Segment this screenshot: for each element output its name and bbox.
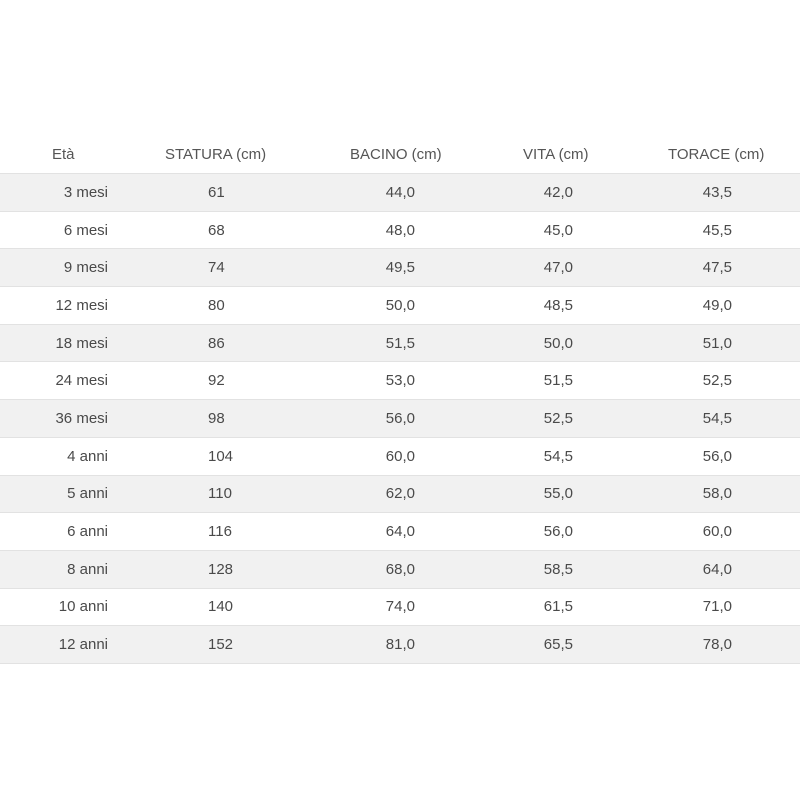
cell-eta: 9 mesi <box>63 259 108 277</box>
header-torace: TORACE (cm) <box>668 145 765 163</box>
cell-torace: 56,0 <box>702 447 732 465</box>
table-row <box>0 324 800 362</box>
cell-vita: 50,0 <box>543 334 573 352</box>
cell-vita: 65,5 <box>543 636 573 654</box>
header-bacino: BACINO (cm) <box>350 145 442 163</box>
cell-bacino: 44,0 <box>385 183 415 201</box>
cell-torace: 60,0 <box>702 523 732 541</box>
cell-vita: 58,5 <box>543 560 573 578</box>
cell-vita: 45,0 <box>543 221 573 239</box>
cell-statura: 104 <box>208 447 234 465</box>
cell-torace: 45,5 <box>702 221 732 239</box>
cell-eta: 5 anni <box>67 485 108 503</box>
header-vita: VITA (cm) <box>523 145 589 163</box>
cell-bacino: 50,0 <box>385 296 415 314</box>
cell-statura: 61 <box>208 183 225 201</box>
table-row <box>0 588 800 626</box>
cell-bacino: 74,0 <box>385 598 415 616</box>
cell-torace: 52,5 <box>702 372 732 390</box>
cell-statura: 86 <box>208 334 225 352</box>
cell-vita: 47,0 <box>543 259 573 277</box>
table-row <box>0 362 800 400</box>
cell-eta: 24 mesi <box>55 372 108 390</box>
cell-vita: 52,5 <box>543 409 573 427</box>
cell-vita: 54,5 <box>543 447 573 465</box>
cell-statura: 98 <box>208 409 225 427</box>
cell-torace: 43,5 <box>702 183 732 201</box>
size-table <box>0 135 800 664</box>
cell-torace: 54,5 <box>702 409 732 427</box>
header-eta: Età <box>52 145 75 163</box>
cell-statura: 92 <box>208 372 225 390</box>
header-statura: STATURA (cm) <box>165 145 267 163</box>
cell-bacino: 53,0 <box>385 372 415 390</box>
cell-bacino: 64,0 <box>385 523 415 541</box>
table-row <box>0 249 800 287</box>
cell-torace: 71,0 <box>702 598 732 616</box>
cell-eta: 3 mesi <box>63 183 108 201</box>
cell-eta: 18 mesi <box>55 334 108 352</box>
table-body <box>0 174 800 664</box>
cell-statura: 152 <box>208 636 234 654</box>
cell-bacino: 81,0 <box>385 636 415 654</box>
cell-bacino: 49,5 <box>385 259 415 277</box>
table-row <box>0 287 800 325</box>
cell-statura: 74 <box>208 259 225 277</box>
cell-vita: 61,5 <box>543 598 573 616</box>
cell-torace: 49,0 <box>702 296 732 314</box>
cell-eta: 6 anni <box>67 523 108 541</box>
cell-eta: 8 anni <box>67 560 108 578</box>
cell-vita: 42,0 <box>543 183 573 201</box>
cell-eta: 10 anni <box>58 598 108 616</box>
cell-torace: 51,0 <box>702 334 732 352</box>
cell-eta: 4 anni <box>67 447 108 465</box>
cell-bacino: 68,0 <box>385 560 415 578</box>
table-row <box>0 174 800 212</box>
cell-eta: 12 anni <box>58 636 108 654</box>
cell-bacino: 62,0 <box>385 485 415 503</box>
cell-statura: 68 <box>208 221 225 239</box>
table-row <box>0 626 800 664</box>
size-chart <box>0 135 800 664</box>
cell-vita: 51,5 <box>543 372 573 390</box>
cell-statura: 116 <box>208 523 232 541</box>
cell-torace: 64,0 <box>702 560 732 578</box>
cell-bacino: 51,5 <box>385 334 415 352</box>
cell-torace: 78,0 <box>702 636 732 654</box>
cell-statura: 140 <box>208 598 234 616</box>
cell-vita: 56,0 <box>543 523 573 541</box>
table-row <box>0 550 800 588</box>
cell-eta: 6 mesi <box>63 221 108 239</box>
cell-statura: 80 <box>208 296 225 314</box>
cell-vita: 55,0 <box>543 485 573 503</box>
cell-torace: 47,5 <box>702 259 732 277</box>
table-row <box>0 400 800 438</box>
table-row <box>0 437 800 475</box>
cell-statura: 128 <box>208 560 234 578</box>
table-header <box>0 135 800 174</box>
cell-eta: 36 mesi <box>55 409 108 427</box>
cell-bacino: 56,0 <box>385 409 415 427</box>
table-row <box>0 513 800 551</box>
cell-statura: 110 <box>208 485 232 503</box>
cell-bacino: 48,0 <box>385 221 415 239</box>
cell-eta: 12 mesi <box>55 296 108 314</box>
cell-bacino: 60,0 <box>385 447 415 465</box>
table-row <box>0 475 800 513</box>
header-row <box>0 135 800 174</box>
table-row <box>0 211 800 249</box>
cell-vita: 48,5 <box>543 296 573 314</box>
cell-torace: 58,0 <box>702 485 732 503</box>
